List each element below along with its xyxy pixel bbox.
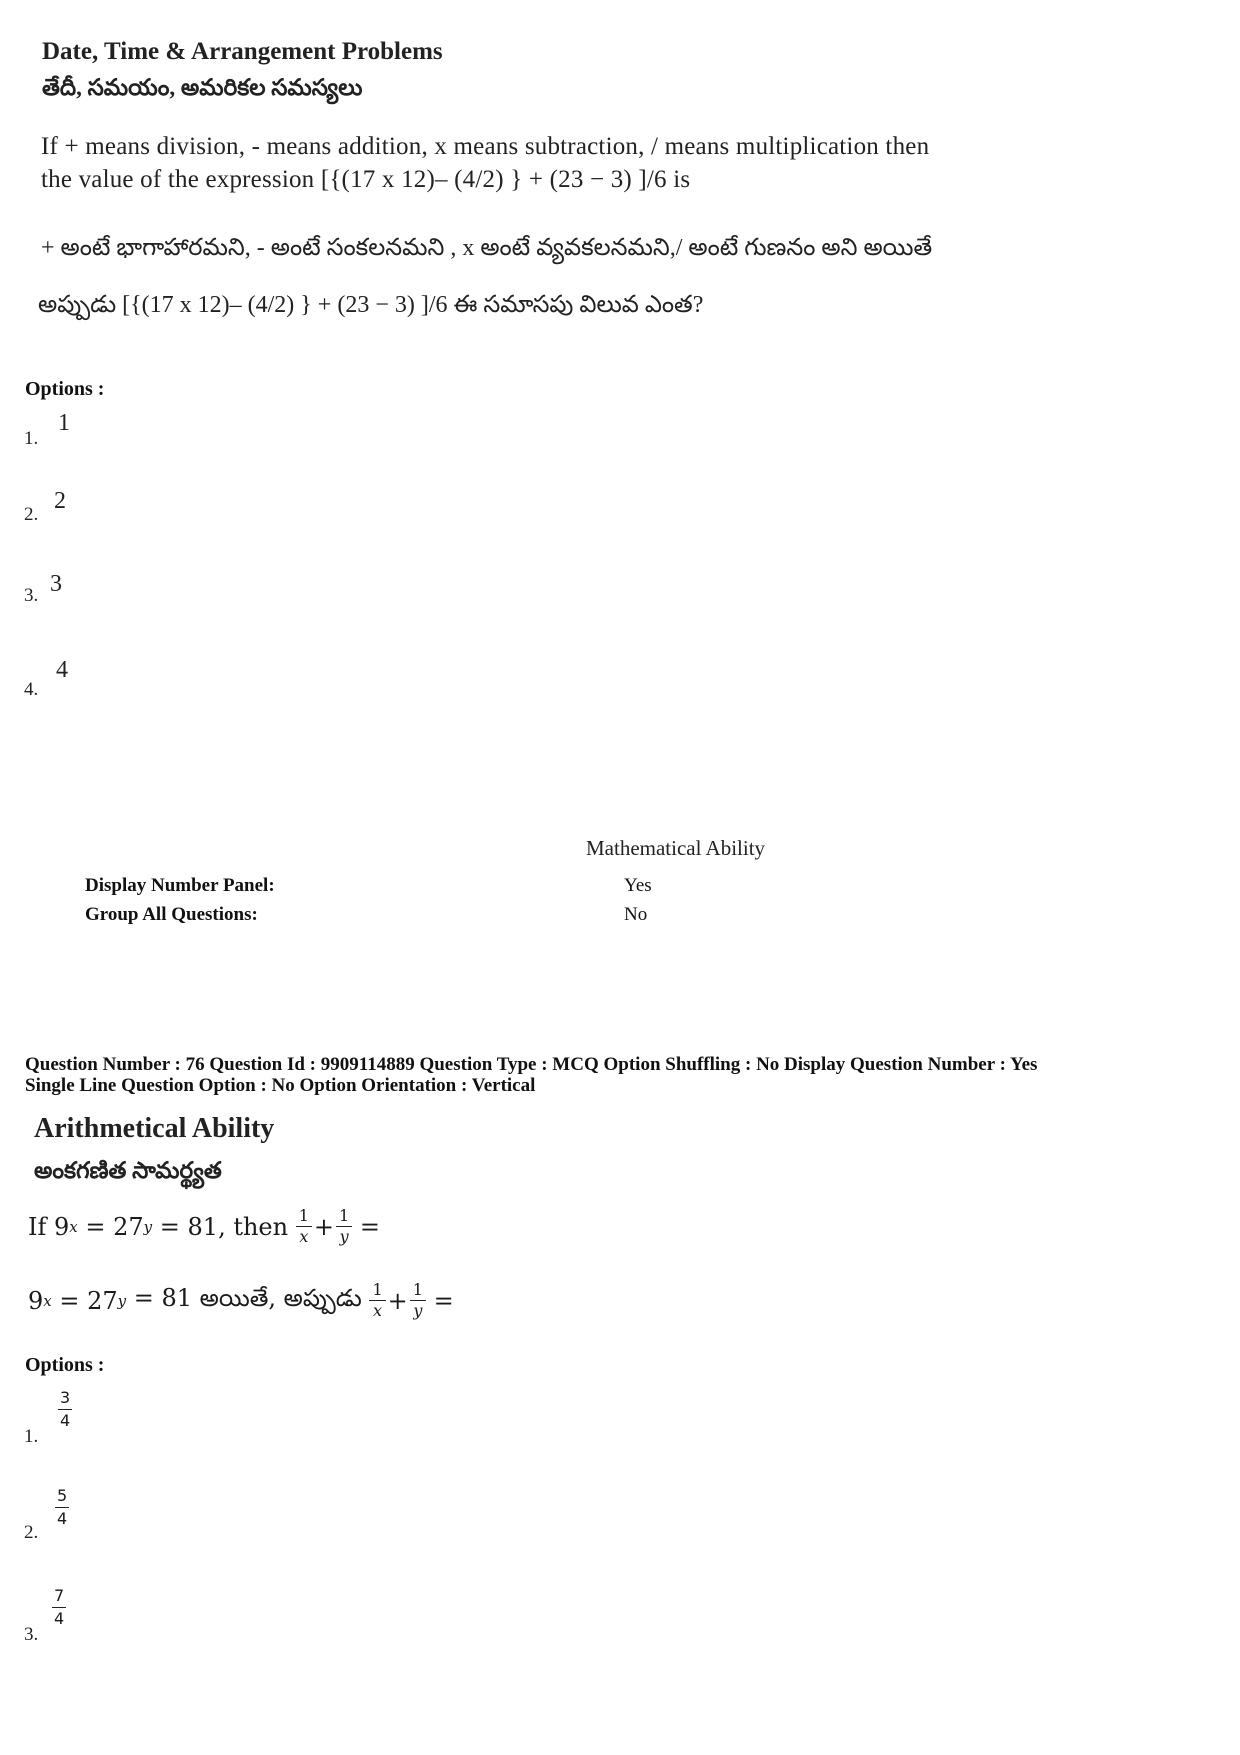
fraction-1-over-y: $\frac{1}{y}$ — [336, 1208, 352, 1245]
group-all-questions-label: Group All Questions: — [85, 904, 258, 925]
q1-option-2[interactable] — [24, 488, 104, 533]
q1-question-line-1: If + means division, - means addition, x means subtraction, / means multiplication then — [41, 133, 930, 160]
q2-options-label: Options : — [25, 1354, 105, 1376]
q2-equation-telugu — [28, 1282, 454, 1319]
q1-heading: Date, Time & Arrangement Problems — [42, 38, 443, 65]
fraction-1-over-x: $\frac{1}{x}$ — [296, 1208, 312, 1245]
exponent-x: x — [43, 1291, 52, 1310]
eq-27: = 27 — [77, 1212, 144, 1241]
option-number: 3. — [24, 1624, 39, 1645]
q2-option-1[interactable] — [24, 1390, 104, 1450]
q1-option-1[interactable] — [24, 410, 104, 455]
equals-sign: = — [433, 1286, 454, 1315]
option-value: 4 — [56, 657, 68, 683]
q2-heading-telugu: అంకగణిత సామర్థ్యత — [34, 1158, 222, 1183]
equals-sign: = — [359, 1212, 380, 1241]
option-fraction: $\frac{7}{4}$ — [54, 1586, 65, 1628]
option-value: 2 — [54, 488, 66, 514]
exponent-y: y — [143, 1217, 153, 1236]
q2-meta-line-1: Question Number : 76 Question Id : 9909114889 Question Type : MCQ Option Shuffling : No Display Question Number : Yes — [25, 1054, 1038, 1075]
eq-81-telugu: = 81 అయితే, అప్పుడు — [126, 1283, 362, 1312]
option-number: 1. — [24, 1426, 39, 1447]
option-fraction: $\frac{5}{4}$ — [57, 1486, 68, 1528]
q2-meta-line-2: Single Line Question Option : No Option Orientation : Vertical — [25, 1075, 536, 1096]
option-number: 3. — [24, 585, 39, 606]
option-number: 4. — [24, 679, 39, 700]
plus-sign: + — [313, 1212, 335, 1241]
q2-heading: Arithmetical Ability — [34, 1113, 275, 1144]
q1-option-3[interactable] — [24, 571, 104, 616]
option-number: 2. — [24, 504, 39, 525]
q1-question-telugu-line-2: అప్పుడు [{(17 x 12)– (4/2) } + (23 − 3) ]/6 ఈ సమాసపు విలువ ఎంత? — [38, 292, 704, 318]
eq-27: = 27 — [51, 1286, 118, 1315]
option-value: 1 — [58, 410, 70, 436]
if-word: If — [28, 1212, 47, 1241]
q1-question-telugu-line-1: + అంటే భాగాహారమని, - అంటే సంకలనమని , x అంటే వ్యవకలనమని,/ అంటే గుణనం అని అయితే — [41, 235, 933, 261]
group-all-questions-value: No — [624, 904, 648, 925]
q2-option-3[interactable] — [24, 1588, 104, 1648]
q1-question-line-2: the value of the expression [{(17 x 12)– (4/2) } + (23 − 3) ]/6 is — [41, 166, 691, 193]
eq-81-then: = 81, then — [152, 1212, 289, 1241]
base-9: 9 — [54, 1212, 70, 1241]
display-number-panel-label: Display Number Panel: — [85, 875, 275, 896]
fraction-1-over-x: $\frac{1}{x}$ — [369, 1282, 385, 1319]
q2-equation-english — [28, 1208, 380, 1245]
option-fraction: $\frac{3}{4}$ — [60, 1388, 71, 1430]
q1-option-4[interactable] — [24, 657, 104, 702]
display-number-panel-value: Yes — [624, 875, 652, 896]
plus-sign: + — [387, 1286, 408, 1315]
option-value: 3 — [50, 571, 62, 597]
fraction-1-over-y: $\frac{1}{y}$ — [410, 1282, 426, 1319]
section-title: Mathematical Ability — [586, 836, 766, 860]
q2-option-2[interactable] — [24, 1488, 104, 1548]
option-number: 1. — [24, 428, 39, 449]
q1-options-label: Options : — [25, 378, 105, 400]
base-9: 9 — [28, 1286, 44, 1315]
option-number: 2. — [24, 1522, 39, 1543]
exponent-y: y — [117, 1291, 127, 1310]
q1-heading-telugu: తేదీ, సమయం, అమరికల సమస్యలు — [42, 75, 363, 100]
exponent-x: x — [69, 1217, 78, 1236]
